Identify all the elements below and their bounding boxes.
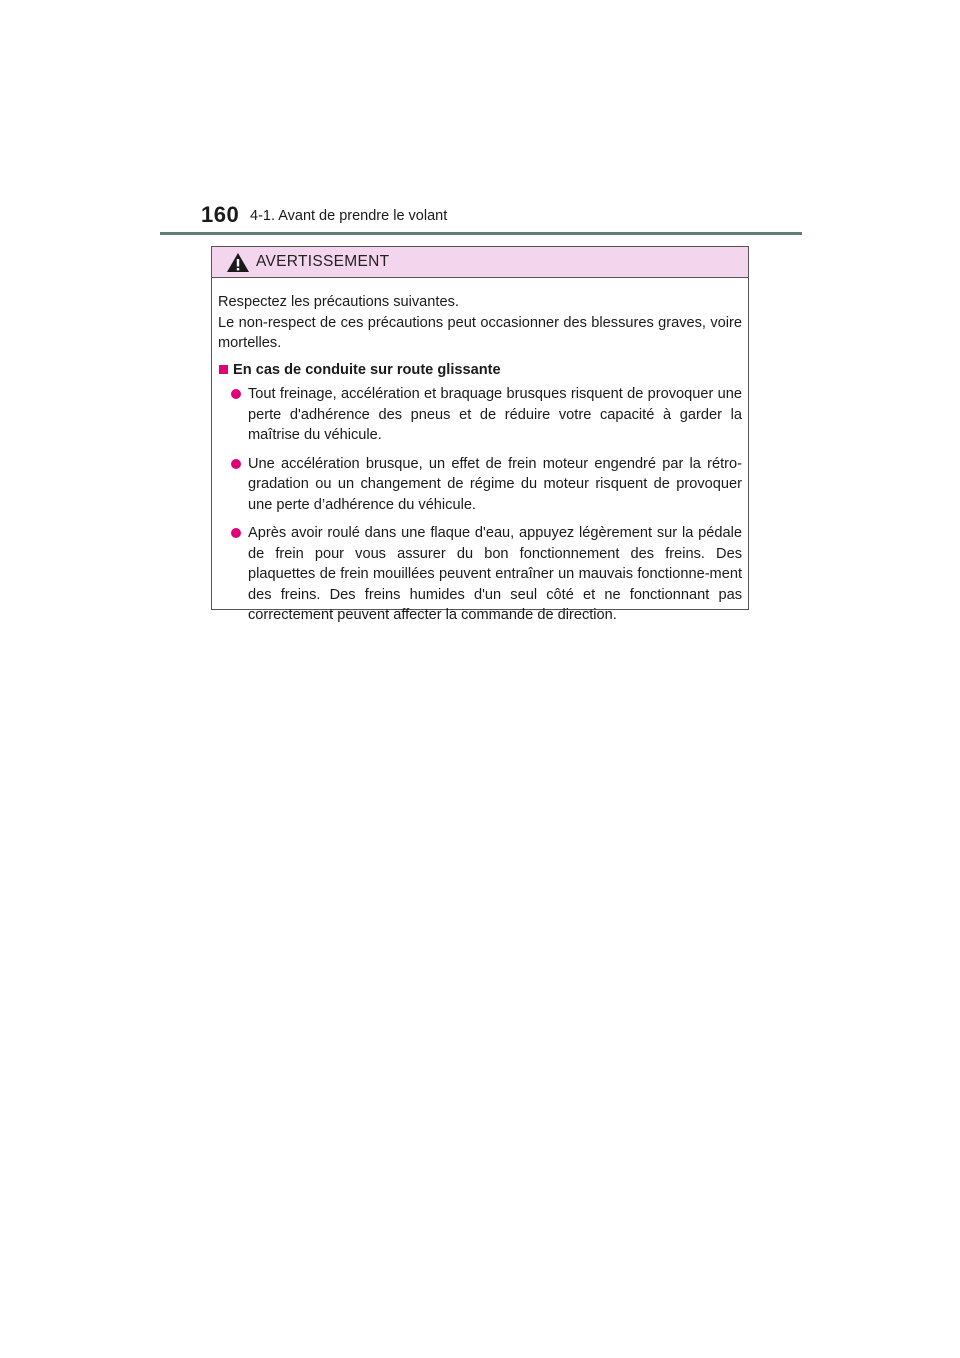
- circle-bullet-icon: [231, 459, 241, 469]
- warning-intro: Respectez les précautions suivantes. Le non-respect de ces précautions peut occasionner des blessures graves, voire mortelles.: [218, 294, 742, 351]
- list-item: [218, 454, 742, 516]
- list-item-text: Une accélération brusque, un effet de frein moteur engendré par la rétro-gradation ou un changement de régime du moteur risquent de provoquer une perte d’adhérence du véhicule.: [248, 455, 742, 513]
- section-title: 4-1. Avant de prendre le volant: [250, 208, 448, 224]
- warning-body: [212, 278, 748, 626]
- warning-header: [212, 247, 748, 278]
- list-item: [218, 384, 742, 446]
- square-bullet-icon: [219, 365, 228, 374]
- list-item: [218, 523, 742, 626]
- circle-bullet-icon: [231, 528, 241, 538]
- warning-box: [211, 246, 749, 623]
- header-divider: [160, 232, 802, 235]
- warning-bullet-list: [218, 384, 742, 626]
- list-item-text: Après avoir roulé dans une flaque d'eau, appuyez légèrement sur la pédale de frein pour vous assurer du bon fonctionnement des freins. Des plaquettes de frein mouillées peuvent entraîner un mauvais fonctionne-ment des freins. Des freins humides d'un seul côté et ne fonctionnant pas correctement peuvent affecter la commande de direction.: [248, 525, 742, 623]
- circle-bullet-icon: [231, 389, 241, 399]
- page-header: [0, 0, 960, 240]
- warning-subheading: [218, 360, 742, 381]
- warning-title: AVERTISSEMENT: [256, 253, 390, 270]
- list-item-text: Tout freinage, accélération et braquage brusques risquent de provoquer une perte d'adhérence des pneus et de réduire votre capacité à garder la maîtrise du véhicule.: [248, 386, 742, 443]
- page-number: 160: [201, 202, 240, 227]
- warning-triangle-icon: [226, 252, 250, 273]
- subheading-text: En cas de conduite sur route glissante: [233, 361, 501, 378]
